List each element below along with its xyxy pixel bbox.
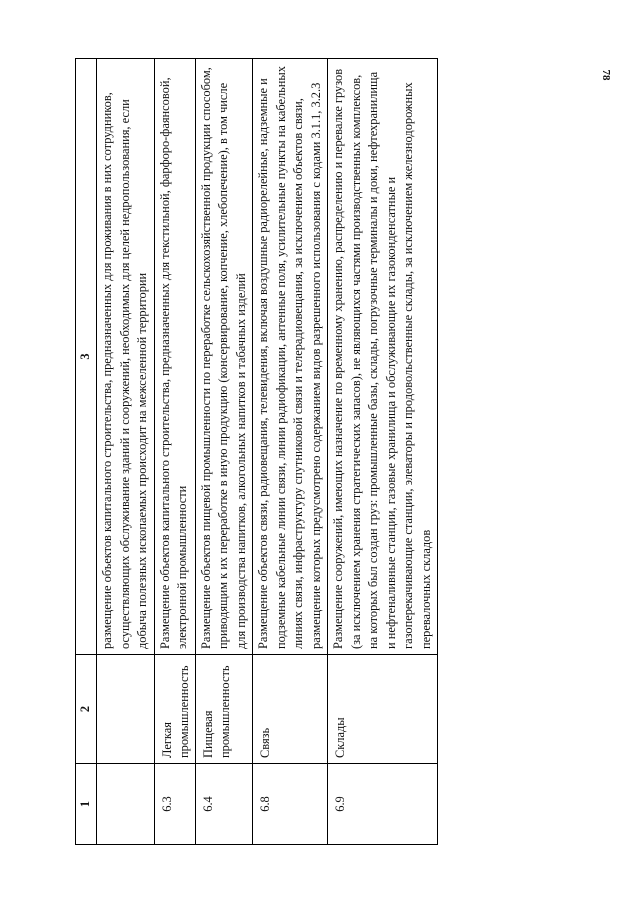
row-code: 6.9 [328,764,438,845]
row-name: Связь [253,655,328,764]
header-col-2: 2 [76,655,97,764]
row-description: Размещение объектов связи, радиовещания, телевидения, включая воздушные радиорелейные, надземные и подземные кабельные линии связи, линии радиофикации, антенные поля, усилительные пункты на кабельных линиях связи, инфраструктуру спутниковой связи и телерадиовещания, за исключением объектов связи, размещение которых предусмотрено содержанием видов разрешенного использования с кодами 3.1.1, 3.2.3 [253,59,328,655]
row-code: 6.8 [253,764,328,845]
row-code: 6.3 [154,764,195,845]
header-col-3: 3 [76,59,97,655]
header-col-1: 1 [76,764,97,845]
row-name: Пищевая промышленность [195,655,253,764]
page-number: 78 [600,69,612,81]
table-row [195,59,253,845]
table-row [154,59,195,845]
row-code [97,764,155,845]
row-description: Размещение объектов капитального строительства, предназначенных для текстильной, фарфоро-фаянсовой, электронной промышленности [154,59,195,655]
row-description: Размещение объектов пищевой промышленности по переработке сельскохозяйственной продукции способом, приводящим к их переработке в иную продукцию (консервирование, копчение, хлебопечение), в том числе для производства напитков, алкогольных напитков и табачных изделий [195,59,253,655]
row-description: размещение объектов капитального строительства, предназначенных для проживания в них сотрудников, осуществляющих обслуживание зданий и сооружений, необходимых для целей недропользования, если добыча полезных ископаемых происходит на межселенной территории [97,59,155,655]
row-code: 6.4 [195,764,253,845]
row-name: Легкая промышленность [154,655,195,764]
row-name [97,655,155,764]
table-row [253,59,328,845]
row-description: Размещение сооружений, имеющих назначение по временному хранению, распределению и перевалке грузов (за исключением хранения стратегических запасов), не являющихся частями производственных комплексов, на которых был создан груз: промышленные базы, склады, погрузочные терминалы и доки, нефтехранилища и нефтеналивные станции, газовые хранилища и обслуживающие их газоконденсатные и газоперекачивающие станции, элеваторы и продовольственные склады, за исключением железнодорожных перевалочных складов [328,59,438,655]
rotated-table-container [75,59,576,845]
table-row [328,59,438,845]
table-row [97,59,155,845]
land-use-table [75,58,438,845]
row-name: Склады [328,655,438,764]
table-header-row [76,59,97,845]
